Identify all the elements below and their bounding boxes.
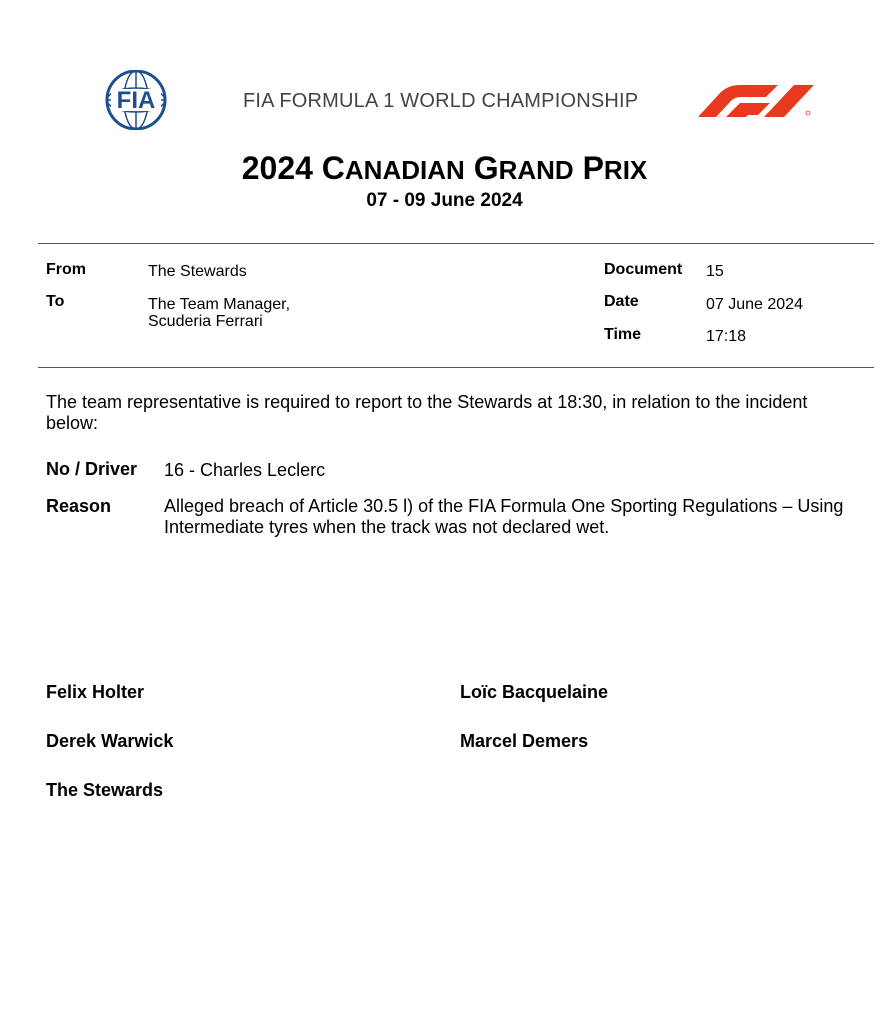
f1-logo [698, 83, 816, 117]
divider-bottom [38, 367, 874, 368]
page-title: 2024 CANADIAN GRAND PRIX [241, 150, 648, 186]
signature-stewards-title: The Stewards [46, 780, 164, 800]
championship-title: FIA FORMULA 1 WORLD CHAMPIONSHIP [243, 90, 639, 112]
signature-steward-3: Derek Warwick [46, 731, 174, 751]
driver-value: 16 - Charles Leclerc [164, 460, 326, 480]
document-value: 15 [706, 263, 724, 280]
to-value-line2: Scuderia Ferrari [148, 313, 263, 330]
divider-top [38, 243, 874, 244]
driver-label: No / Driver [46, 459, 138, 479]
from-label: From [46, 261, 86, 278]
time-value: 17:18 [706, 328, 747, 345]
intro-paragraph: The team representative is required to report to the Stewards at 18:30, in relation to the incident below: [46, 392, 808, 433]
from-value: The Stewards [148, 263, 247, 280]
reason-value: Alleged breach of Article 30.5 l) of the FIA Formula One Sporting Regulations – Using Intermediate tyres when the track was not declared wet. [164, 496, 844, 537]
event-dates: 07 - 09 June 2024 [366, 190, 523, 211]
time-label: Time [604, 326, 642, 343]
to-label: To [46, 293, 65, 310]
signature-steward-2: Loïc Bacquelaine [460, 682, 609, 702]
reason-label: Reason [46, 496, 112, 516]
date-label: Date [604, 293, 639, 310]
fia-logo [95, 70, 177, 130]
document-label: Document [604, 261, 683, 278]
date-value: 07 June 2024 [706, 296, 803, 313]
signature-steward-1: Felix Holter [46, 682, 145, 702]
to-value-line1: The Team Manager, [148, 296, 291, 313]
signature-steward-4: Marcel Demers [460, 731, 589, 751]
fia-logo-text: FIA [116, 87, 156, 114]
